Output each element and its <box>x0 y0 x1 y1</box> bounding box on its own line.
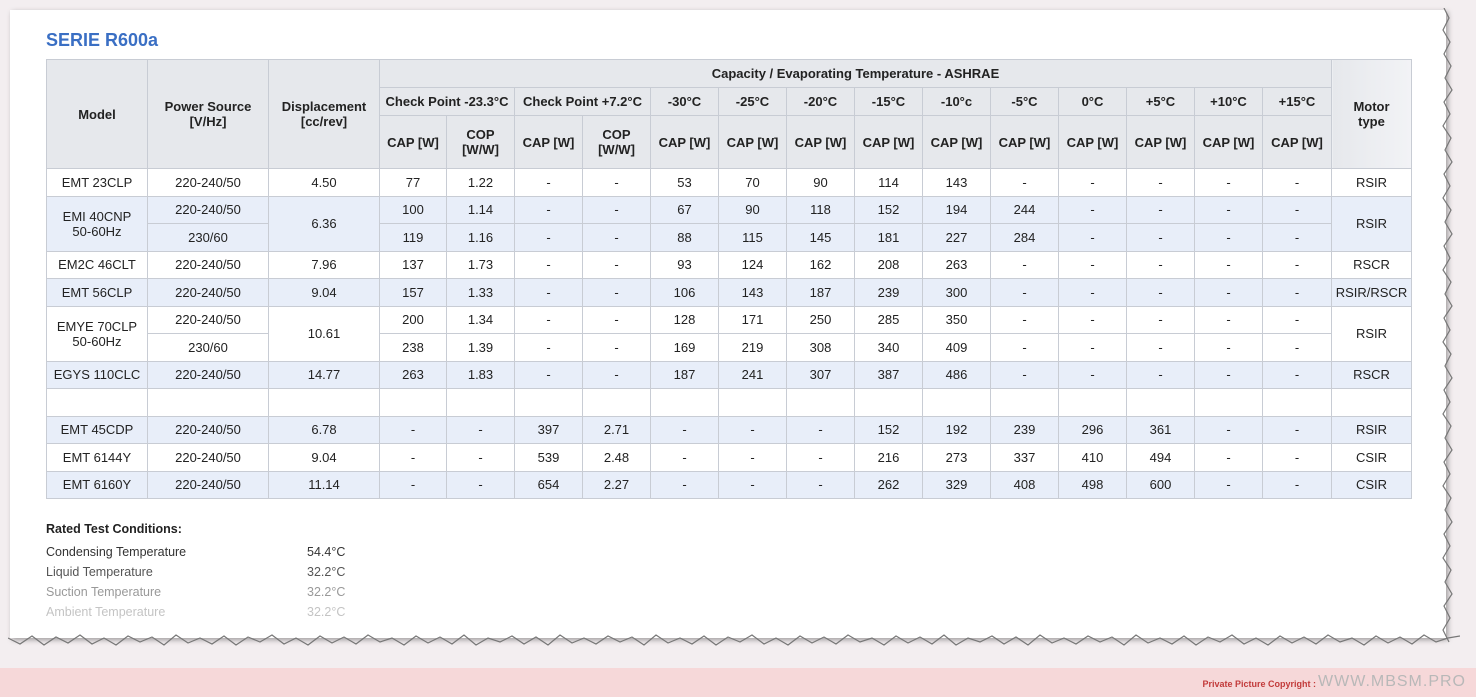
value-cell: - <box>1127 306 1195 334</box>
condition-label: Ambient Temperature <box>46 605 166 619</box>
value-cell: - <box>447 471 515 499</box>
power-cell: 220-240/50 <box>148 306 269 334</box>
header-motor-type: Motor type <box>1332 60 1412 169</box>
value-cell: - <box>991 169 1059 197</box>
value-cell: 77 <box>380 169 447 197</box>
value-cell: - <box>991 279 1059 307</box>
value-cell: 114 <box>855 169 923 197</box>
header-temp: -30°C <box>651 88 719 116</box>
value-cell: - <box>380 416 447 444</box>
table-row <box>47 334 1412 362</box>
header-cap: CAP [W] <box>855 116 923 169</box>
empty-cell <box>651 389 719 417</box>
header-temp: 0°C <box>1059 88 1127 116</box>
header-cap: CAP [W] <box>380 116 447 169</box>
header-cap: CAP [W] <box>787 116 855 169</box>
value-cell: 600 <box>1127 471 1195 499</box>
value-cell: - <box>1059 169 1127 197</box>
power-cell: 220-240/50 <box>148 444 269 472</box>
header-cap: CAP [W] <box>923 116 991 169</box>
value-cell: 93 <box>651 251 719 279</box>
value-cell: - <box>515 334 583 362</box>
value-cell: - <box>991 361 1059 389</box>
value-cell: 219 <box>719 334 787 362</box>
value-cell: - <box>719 444 787 472</box>
header-temp: -20°C <box>787 88 855 116</box>
table-row <box>47 416 1412 444</box>
empty-cell <box>1332 389 1412 417</box>
power-cell: 230/60 <box>148 224 269 252</box>
value-cell: - <box>1263 306 1332 334</box>
displacement-cell: 14.77 <box>269 361 380 389</box>
value-cell: - <box>1059 306 1127 334</box>
value-cell: - <box>515 196 583 224</box>
condition-row <box>46 542 345 562</box>
header-cap: CAP [W] <box>719 116 787 169</box>
header-temp: -15°C <box>855 88 923 116</box>
empty-cell <box>515 389 583 417</box>
value-cell: - <box>651 471 719 499</box>
table-body <box>47 169 1412 499</box>
value-cell: 137 <box>380 251 447 279</box>
value-cell: 340 <box>855 334 923 362</box>
table-row <box>47 306 1412 334</box>
model-cell: EMT 6144Y <box>47 444 148 472</box>
value-cell: 208 <box>855 251 923 279</box>
table-row <box>47 196 1412 224</box>
value-cell: 124 <box>719 251 787 279</box>
value-cell: - <box>1195 306 1263 334</box>
empty-cell <box>1195 389 1263 417</box>
value-cell: - <box>991 334 1059 362</box>
condition-row <box>46 562 345 582</box>
value-cell: 194 <box>923 196 991 224</box>
value-cell: 171 <box>719 306 787 334</box>
value-cell: - <box>787 471 855 499</box>
value-cell: 387 <box>855 361 923 389</box>
torn-edge-bottom <box>8 630 1460 654</box>
model-cell: EGYS 110CLC <box>47 361 148 389</box>
value-cell: 397 <box>515 416 583 444</box>
value-cell: 250 <box>787 306 855 334</box>
table-row <box>47 444 1412 472</box>
rated-test-conditions <box>46 522 345 622</box>
value-cell: 216 <box>855 444 923 472</box>
header-cap: CAP [W] <box>1263 116 1332 169</box>
value-cell: - <box>719 471 787 499</box>
value-cell: 1.14 <box>447 196 515 224</box>
value-cell: 162 <box>787 251 855 279</box>
empty-cell <box>787 389 855 417</box>
value-cell: 361 <box>1127 416 1195 444</box>
condition-row <box>46 582 345 602</box>
value-cell: 308 <box>787 334 855 362</box>
motor-type-cell: RSIR <box>1332 196 1412 251</box>
model-cell: EMT 56CLP <box>47 279 148 307</box>
header-cap: CAP [W] <box>651 116 719 169</box>
power-cell: 220-240/50 <box>148 279 269 307</box>
header-temp: +5°C <box>1127 88 1195 116</box>
header-temp: -10°c <box>923 88 991 116</box>
model-cell: EMI 40CNP 50-60Hz <box>47 196 148 251</box>
value-cell: - <box>1263 334 1332 362</box>
value-cell: - <box>1127 196 1195 224</box>
value-cell: 285 <box>855 306 923 334</box>
value-cell: 1.39 <box>447 334 515 362</box>
value-cell: - <box>1263 196 1332 224</box>
value-cell: - <box>1195 251 1263 279</box>
table-row <box>47 361 1412 389</box>
copyright-label: Private Picture Copyright : <box>1202 679 1316 689</box>
motor-type-cell: CSIR <box>1332 471 1412 499</box>
value-cell: - <box>515 251 583 279</box>
value-cell: 145 <box>787 224 855 252</box>
value-cell: 296 <box>1059 416 1127 444</box>
motor-type-cell: RSCR <box>1332 361 1412 389</box>
conditions-list <box>46 542 345 622</box>
value-cell: - <box>583 279 651 307</box>
header-cop: COP [W/W] <box>583 116 651 169</box>
value-cell: - <box>515 279 583 307</box>
value-cell: - <box>1059 251 1127 279</box>
header-check-point-low: Check Point -23.3°C <box>380 88 515 116</box>
empty-cell <box>447 389 515 417</box>
value-cell: - <box>515 169 583 197</box>
value-cell: 654 <box>515 471 583 499</box>
empty-cell <box>380 389 447 417</box>
value-cell: 90 <box>787 169 855 197</box>
value-cell: 157 <box>380 279 447 307</box>
value-cell: - <box>1263 416 1332 444</box>
value-cell: - <box>1195 416 1263 444</box>
empty-cell <box>148 389 269 417</box>
value-cell: 244 <box>991 196 1059 224</box>
value-cell: 192 <box>923 416 991 444</box>
value-cell: - <box>1127 361 1195 389</box>
value-cell: - <box>1127 251 1195 279</box>
table-header <box>47 60 1412 169</box>
value-cell: - <box>1127 334 1195 362</box>
motor-type-cell: CSIR <box>1332 444 1412 472</box>
empty-cell <box>855 389 923 417</box>
value-cell: 152 <box>855 416 923 444</box>
value-cell: - <box>991 251 1059 279</box>
value-cell: 1.34 <box>447 306 515 334</box>
compressor-spec-table <box>46 59 1412 499</box>
condition-label: Suction Temperature <box>46 585 162 599</box>
header-cap: CAP [W] <box>1195 116 1263 169</box>
value-cell: - <box>719 416 787 444</box>
value-cell: 337 <box>991 444 1059 472</box>
value-cell: - <box>1263 224 1332 252</box>
empty-cell <box>583 389 651 417</box>
power-cell: 230/60 <box>148 334 269 362</box>
table-row <box>47 471 1412 499</box>
value-cell: 241 <box>719 361 787 389</box>
value-cell: - <box>1195 169 1263 197</box>
value-cell: 118 <box>787 196 855 224</box>
value-cell: 227 <box>923 224 991 252</box>
condition-value: 54.4°C <box>307 545 346 559</box>
table-row <box>47 251 1412 279</box>
value-cell: - <box>1263 169 1332 197</box>
value-cell: 1.83 <box>447 361 515 389</box>
empty-cell <box>719 389 787 417</box>
header-cop: COP [W/W] <box>447 116 515 169</box>
value-cell: - <box>1195 444 1263 472</box>
power-cell: 220-240/50 <box>148 169 269 197</box>
value-cell: - <box>515 306 583 334</box>
value-cell: - <box>1195 361 1263 389</box>
value-cell: 115 <box>719 224 787 252</box>
value-cell: - <box>1127 169 1195 197</box>
model-cell: EMT 6160Y <box>47 471 148 499</box>
power-cell: 220-240/50 <box>148 251 269 279</box>
value-cell: 70 <box>719 169 787 197</box>
displacement-cell: 4.50 <box>269 169 380 197</box>
value-cell: - <box>583 334 651 362</box>
page-title: SERIE R600a <box>46 30 159 50</box>
conditions-title: Rated Test Conditions: <box>46 522 182 536</box>
power-cell: 220-240/50 <box>148 416 269 444</box>
value-cell: 273 <box>923 444 991 472</box>
value-cell: - <box>1195 224 1263 252</box>
value-cell: 263 <box>923 251 991 279</box>
value-cell: 100 <box>380 196 447 224</box>
condition-label: Condensing Temperature <box>46 545 187 559</box>
empty-cell <box>269 389 380 417</box>
value-cell: 284 <box>991 224 1059 252</box>
value-cell: - <box>1195 279 1263 307</box>
value-cell: 119 <box>380 224 447 252</box>
empty-cell <box>923 389 991 417</box>
motor-type-cell: RSIR <box>1332 306 1412 361</box>
value-cell: - <box>787 444 855 472</box>
value-cell: - <box>1263 444 1332 472</box>
table-row <box>47 279 1412 307</box>
value-cell: 262 <box>855 471 923 499</box>
value-cell: 1.22 <box>447 169 515 197</box>
value-cell: 128 <box>651 306 719 334</box>
value-cell: - <box>583 251 651 279</box>
header-displacement: Displacement [cc/rev] <box>269 60 380 169</box>
footer-bar <box>0 668 1476 697</box>
value-cell: - <box>651 416 719 444</box>
spacer-row <box>47 389 1412 417</box>
torn-edge-right <box>1440 8 1460 648</box>
value-cell: 409 <box>923 334 991 362</box>
value-cell: 1.33 <box>447 279 515 307</box>
value-cell: 181 <box>855 224 923 252</box>
value-cell: - <box>1127 279 1195 307</box>
value-cell: 200 <box>380 306 447 334</box>
value-cell: 300 <box>923 279 991 307</box>
value-cell: 329 <box>923 471 991 499</box>
value-cell: 90 <box>719 196 787 224</box>
power-cell: 220-240/50 <box>148 361 269 389</box>
motor-type-cell: RSIR <box>1332 169 1412 197</box>
empty-cell <box>47 389 148 417</box>
motor-type-cell: RSIR <box>1332 416 1412 444</box>
header-temp: -5°C <box>991 88 1059 116</box>
condition-row <box>46 602 345 622</box>
value-cell: 187 <box>787 279 855 307</box>
condition-value: 32.2°C <box>307 585 346 599</box>
value-cell: - <box>583 361 651 389</box>
value-cell: - <box>380 444 447 472</box>
value-cell: 238 <box>380 334 447 362</box>
value-cell: 410 <box>1059 444 1127 472</box>
value-cell: 106 <box>651 279 719 307</box>
value-cell: 239 <box>991 416 1059 444</box>
value-cell: 152 <box>855 196 923 224</box>
value-cell: - <box>787 416 855 444</box>
value-cell: - <box>583 224 651 252</box>
value-cell: - <box>515 224 583 252</box>
displacement-cell: 9.04 <box>269 444 380 472</box>
motor-type-cell: RSCR <box>1332 251 1412 279</box>
header-temp: +15°C <box>1263 88 1332 116</box>
displacement-cell: 7.96 <box>269 251 380 279</box>
empty-cell <box>1263 389 1332 417</box>
value-cell: 2.27 <box>583 471 651 499</box>
header-model: Model <box>47 60 148 169</box>
empty-cell <box>1059 389 1127 417</box>
header-check-point-high: Check Point +7.2°C <box>515 88 651 116</box>
value-cell: 408 <box>991 471 1059 499</box>
value-cell: - <box>583 306 651 334</box>
condition-label: Liquid Temperature <box>46 565 153 579</box>
value-cell: - <box>1263 279 1332 307</box>
table-row <box>47 169 1412 197</box>
value-cell: 1.16 <box>447 224 515 252</box>
header-power-source: Power Source [V/Hz] <box>148 60 269 169</box>
condition-value: 32.2°C <box>307 565 346 579</box>
value-cell: 539 <box>515 444 583 472</box>
header-temp: +10°C <box>1195 88 1263 116</box>
value-cell: - <box>583 196 651 224</box>
value-cell: - <box>583 169 651 197</box>
value-cell: 2.48 <box>583 444 651 472</box>
condition-value: 32.2°C <box>307 605 346 619</box>
header-cap: CAP [W] <box>515 116 583 169</box>
value-cell: - <box>1059 196 1127 224</box>
value-cell: - <box>1263 361 1332 389</box>
motor-type-cell: RSIR/RSCR <box>1332 279 1412 307</box>
value-cell: - <box>1059 361 1127 389</box>
value-cell: 350 <box>923 306 991 334</box>
value-cell: 263 <box>380 361 447 389</box>
displacement-cell: 11.14 <box>269 471 380 499</box>
site-watermark: WWW.MBSM.PRO <box>1318 673 1466 690</box>
value-cell: 169 <box>651 334 719 362</box>
value-cell: - <box>447 416 515 444</box>
header-cap: CAP [W] <box>991 116 1059 169</box>
value-cell: - <box>1195 334 1263 362</box>
model-cell: EMT 45CDP <box>47 416 148 444</box>
value-cell: - <box>1263 251 1332 279</box>
value-cell: - <box>1127 224 1195 252</box>
value-cell: 2.71 <box>583 416 651 444</box>
empty-cell <box>1127 389 1195 417</box>
value-cell: 143 <box>719 279 787 307</box>
value-cell: 88 <box>651 224 719 252</box>
value-cell: 143 <box>923 169 991 197</box>
value-cell: 498 <box>1059 471 1127 499</box>
header-cap: CAP [W] <box>1059 116 1127 169</box>
table-row <box>47 224 1412 252</box>
displacement-cell: 10.61 <box>269 306 380 361</box>
empty-cell <box>991 389 1059 417</box>
value-cell: - <box>651 444 719 472</box>
displacement-cell: 6.78 <box>269 416 380 444</box>
model-cell: EMYE 70CLP 50-60Hz <box>47 306 148 361</box>
value-cell: - <box>1195 471 1263 499</box>
displacement-cell: 9.04 <box>269 279 380 307</box>
value-cell: - <box>515 361 583 389</box>
power-cell: 220-240/50 <box>148 471 269 499</box>
header-capacity: Capacity / Evaporating Temperature - ASHRAE <box>380 60 1332 88</box>
value-cell: - <box>1195 196 1263 224</box>
value-cell: 307 <box>787 361 855 389</box>
value-cell: 67 <box>651 196 719 224</box>
value-cell: - <box>991 306 1059 334</box>
value-cell: 486 <box>923 361 991 389</box>
value-cell: - <box>1059 279 1127 307</box>
value-cell: - <box>1263 471 1332 499</box>
value-cell: 187 <box>651 361 719 389</box>
model-cell: EM2C 46CLT <box>47 251 148 279</box>
value-cell: 1.73 <box>447 251 515 279</box>
power-cell: 220-240/50 <box>148 196 269 224</box>
value-cell: - <box>1059 334 1127 362</box>
value-cell: - <box>380 471 447 499</box>
model-cell: EMT 23CLP <box>47 169 148 197</box>
value-cell: 239 <box>855 279 923 307</box>
value-cell: - <box>1059 224 1127 252</box>
displacement-cell: 6.36 <box>269 196 380 251</box>
value-cell: 494 <box>1127 444 1195 472</box>
value-cell: 53 <box>651 169 719 197</box>
header-temp: -25°C <box>719 88 787 116</box>
header-cap: CAP [W] <box>1127 116 1195 169</box>
value-cell: - <box>447 444 515 472</box>
